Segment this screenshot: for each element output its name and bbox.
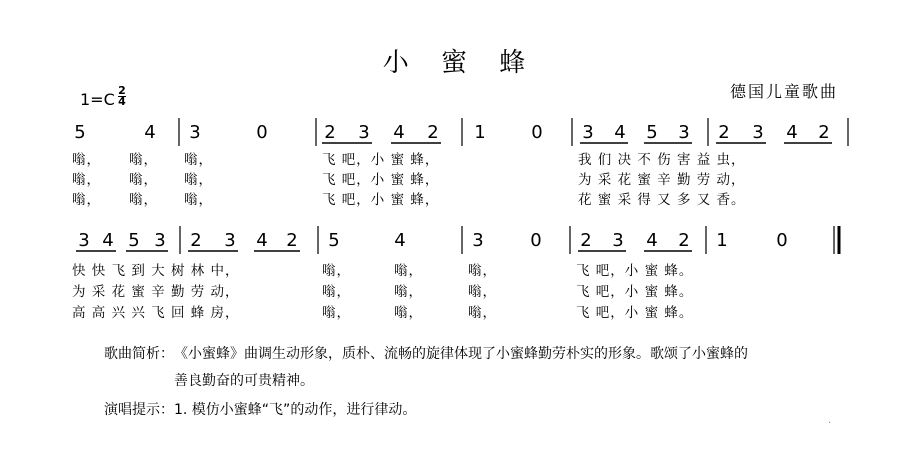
lyric: 飞 吧，小 蜜 蜂。 xyxy=(576,305,694,321)
time-signature-bottom: 4 xyxy=(118,95,126,108)
song-source: 德国儿童歌曲 xyxy=(730,82,839,101)
lyric: 嗡， xyxy=(394,305,423,321)
lyric: 嗡， xyxy=(184,152,213,168)
note: 3 xyxy=(78,230,90,251)
note: 0 xyxy=(531,122,543,143)
key-signature: 1=C xyxy=(80,90,115,109)
lyric: 快 快 飞 到 大 树 林 中， xyxy=(72,263,240,279)
time-signature-top: 2 xyxy=(118,84,126,97)
lyrics-line-1 xyxy=(72,152,746,208)
note: 2 xyxy=(818,122,830,143)
lyric: 我 们 决 不 伤 害 益 虫， xyxy=(578,152,746,168)
lyric: 为 采 花 蜜 辛 勤 劳 动， xyxy=(72,284,240,300)
note: 0 xyxy=(776,230,788,251)
lyric: 飞 吧，小 蜜 蜂。 xyxy=(576,284,694,300)
note: 3 xyxy=(582,122,594,143)
lyric: 嗡， xyxy=(322,263,351,279)
note: 1 xyxy=(474,122,486,143)
lyric: 为 采 花 蜜 辛 勤 劳 动， xyxy=(578,172,746,188)
dot-mark: · xyxy=(828,418,832,429)
note: 3 xyxy=(154,230,166,251)
score-line-2 xyxy=(76,226,839,254)
lyric: 嗡， xyxy=(468,263,497,279)
note: 3 xyxy=(358,122,370,143)
note: 0 xyxy=(256,122,268,143)
lyric: 花 蜜 采 得 又 多 又 香。 xyxy=(578,192,746,208)
note: 3 xyxy=(678,122,690,143)
lyric: 飞 吧，小 蜜 蜂， xyxy=(322,192,440,208)
note: 1 xyxy=(716,230,728,251)
lyric: 飞 吧，小 蜜 蜂， xyxy=(322,172,440,188)
note: 4 xyxy=(393,122,405,143)
note: 4 xyxy=(394,230,406,251)
lyrics-line-2 xyxy=(72,262,693,321)
lyric: 嗡， xyxy=(322,284,351,300)
lyric: 嗡， xyxy=(129,152,158,168)
lyric: 嗡， xyxy=(72,172,101,188)
note: 3 xyxy=(472,230,484,251)
tip-label: 演唱提示： xyxy=(104,402,174,418)
note: 5 xyxy=(646,122,658,143)
lyric: 嗡， xyxy=(468,284,497,300)
song-notes xyxy=(104,345,748,418)
note: 4 xyxy=(614,122,626,143)
intro-text-line1: 《小蜜蜂》曲调生动形象，质朴、流畅的旋律体现了小蜜蜂勤劳朴实的形象。歌颂了小蜜蜂的 xyxy=(174,346,748,362)
lyric: 嗡， xyxy=(468,305,497,321)
note: 0 xyxy=(530,230,542,251)
lyric: 飞 吧，小 蜜 蜂， xyxy=(322,152,440,168)
note: 4 xyxy=(102,230,114,251)
note: 2 xyxy=(286,230,298,251)
tip-text: 1. 模仿小蜜蜂“飞”的动作，进行律动。 xyxy=(174,402,417,418)
lyric: 嗡， xyxy=(129,172,158,188)
note: 4 xyxy=(646,230,658,251)
lyric: 嗡， xyxy=(129,192,158,208)
score-line-1 xyxy=(74,118,848,146)
note: 3 xyxy=(752,122,764,143)
lyric: 嗡， xyxy=(184,172,213,188)
lyric: 嗡， xyxy=(322,305,351,321)
note: 4 xyxy=(144,122,156,143)
note: 2 xyxy=(324,122,336,143)
lyric: 高 高 兴 兴 飞 回 蜂 房， xyxy=(72,305,240,321)
note: 2 xyxy=(678,230,690,251)
lyric: 嗡， xyxy=(394,284,423,300)
intro-text-line2: 善良勤奋的可贵精神。 xyxy=(174,373,314,389)
note: 4 xyxy=(786,122,798,143)
note: 3 xyxy=(189,122,201,143)
lyric: 嗡， xyxy=(72,192,101,208)
lyric: 嗡， xyxy=(394,263,423,279)
note: 2 xyxy=(718,122,730,143)
note: 3 xyxy=(224,230,236,251)
lyric: 嗡， xyxy=(72,152,101,168)
lyric: 嗡， xyxy=(184,192,213,208)
note: 4 xyxy=(256,230,268,251)
note: 5 xyxy=(328,230,340,251)
song-title: 小 蜜 蜂 xyxy=(382,48,538,78)
note: 5 xyxy=(128,230,140,251)
note: 2 xyxy=(427,122,439,143)
note: 3 xyxy=(612,230,624,251)
note: 2 xyxy=(190,230,202,251)
note: 5 xyxy=(74,122,86,143)
lyric: 飞 吧，小 蜜 蜂。 xyxy=(576,263,694,279)
intro-label: 歌曲简析： xyxy=(104,346,174,362)
note: 2 xyxy=(580,230,592,251)
